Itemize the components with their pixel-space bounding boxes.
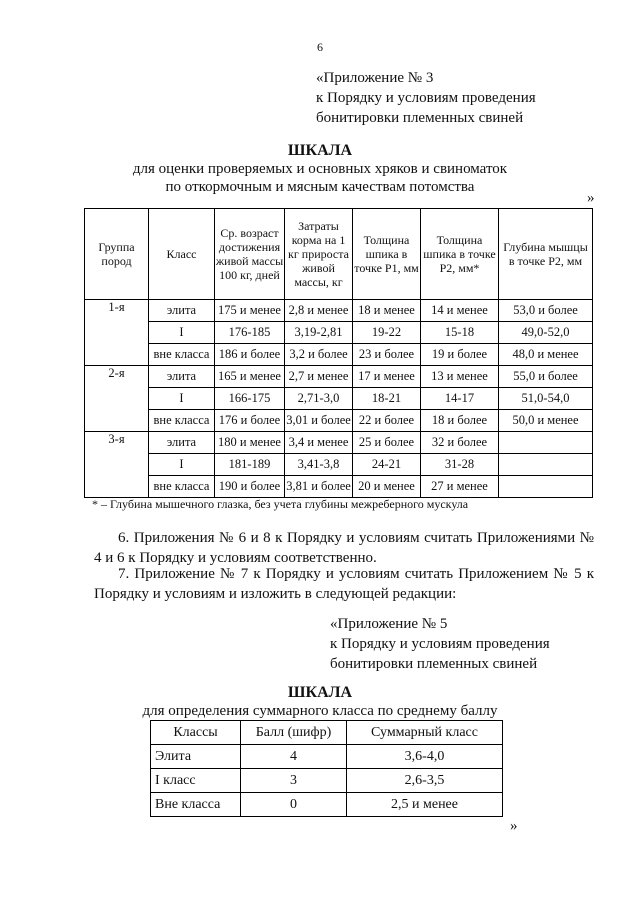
table-cell: 48,0 и менее	[499, 344, 593, 366]
table-cell: вне класса	[149, 344, 215, 366]
header-feed: Затраты корма на 1 кг прироста живой массы, кг	[285, 209, 353, 300]
table-cell: 20 и менее	[353, 476, 421, 498]
table-row	[151, 793, 503, 817]
group-cell-empty	[85, 454, 149, 476]
table-row	[85, 454, 593, 476]
group-cell-empty	[85, 410, 149, 432]
table-cell: 31-28	[421, 454, 499, 476]
table-cell: 2,6-3,5	[347, 769, 503, 793]
table-cell: 24-21	[353, 454, 421, 476]
table-cell: 2,5 и менее	[347, 793, 503, 817]
header-fat-p1: Толщина шпика в точке Р1, мм	[353, 209, 421, 300]
table-cell: 176-185	[215, 322, 285, 344]
table-cell: 22 и более	[353, 410, 421, 432]
table-cell: 25 и более	[353, 432, 421, 454]
header-fat-p2: Толщина шпика в точке Р2, мм*	[421, 209, 499, 300]
table-cell: 27 и менее	[421, 476, 499, 498]
scale2-close-quote: »	[510, 818, 518, 834]
table-cell: вне класса	[149, 410, 215, 432]
paragraph-6: 6. Приложения № 6 и 8 к Порядку и условиям считать Приложениями № 4 и 6 к Порядку и условиям соответственно.	[94, 530, 594, 566]
table-cell: I	[149, 322, 215, 344]
scale1-footnote: * – Глубина мышечного глазка, без учета глубины межреберного мускула	[92, 497, 469, 511]
table-row	[85, 322, 593, 344]
scale1-title: ШКАЛА	[287, 142, 353, 159]
table-cell: 180 и менее	[215, 432, 285, 454]
table-cell: 13 и менее	[421, 366, 499, 388]
table-row	[151, 745, 503, 769]
table-row	[85, 410, 593, 432]
header-breed-group: Группа пород	[85, 209, 149, 300]
scale2-header-row	[151, 721, 503, 745]
table-cell: 176 и более	[215, 410, 285, 432]
table-row	[85, 476, 593, 498]
appendix-5-line2: к Порядку и условиям проведения	[330, 636, 550, 652]
table-cell: 2,71-3,0	[285, 388, 353, 410]
table-cell: Элита	[151, 745, 241, 769]
header-muscle: Глубина мышцы в точке Р2, мм	[499, 209, 593, 300]
table-cell: I	[149, 388, 215, 410]
table-cell: Вне класса	[151, 793, 241, 817]
scale1-subtitle-2: по откормочным и мясным качествам потомства	[165, 179, 475, 195]
header-class: Класс	[149, 209, 215, 300]
table-cell	[499, 476, 593, 498]
scale1-close-quote: »	[587, 190, 595, 206]
appendix-5-header	[330, 614, 550, 674]
table-cell	[499, 432, 593, 454]
table-cell: 18-21	[353, 388, 421, 410]
table-cell: 2,7 и менее	[285, 366, 353, 388]
group-cell-empty	[85, 388, 149, 410]
table-row	[85, 388, 593, 410]
group-cell: 2-я	[85, 366, 149, 388]
table-row	[85, 432, 593, 454]
header-score: Балл (шифр)	[241, 721, 347, 745]
table-cell: 3,01 и более	[285, 410, 353, 432]
appendix-3-line3: бонитировки племенных свиней	[316, 110, 524, 126]
table-row	[85, 344, 593, 366]
appendix-5-line1: «Приложение № 5	[330, 616, 448, 632]
table-cell: 4	[241, 745, 347, 769]
scale1-table	[84, 208, 593, 498]
table-cell: 3,2 и более	[285, 344, 353, 366]
scale1-subtitle-1: для оценки проверяемых и основных хряков и свиноматок	[132, 161, 508, 177]
table-cell: 49,0-52,0	[499, 322, 593, 344]
table-cell: I	[149, 454, 215, 476]
table-row	[85, 300, 593, 322]
table-row	[151, 769, 503, 793]
scale2-title: ШКАЛА	[287, 684, 353, 701]
table-cell: 165 и менее	[215, 366, 285, 388]
group-cell: 1-я	[85, 300, 149, 322]
table-cell: 186 и более	[215, 344, 285, 366]
appendix-5-line3: бонитировки племенных свиней	[330, 656, 538, 672]
table-cell: 15-18	[421, 322, 499, 344]
table-cell: 32 и более	[421, 432, 499, 454]
scale2-table	[150, 720, 503, 817]
table-cell: 19-22	[353, 322, 421, 344]
table-cell: 18 и более	[421, 410, 499, 432]
table-cell: 23 и более	[353, 344, 421, 366]
table-cell: элита	[149, 300, 215, 322]
group-cell-empty	[85, 476, 149, 498]
header-classes: Классы	[151, 721, 241, 745]
page-number: 6	[317, 40, 323, 54]
table-cell: 190 и более	[215, 476, 285, 498]
header-age: Ср. возраст достижения живой массы 100 кг, дней	[215, 209, 285, 300]
table-cell: 3,6-4,0	[347, 745, 503, 769]
scale1-header-row	[85, 209, 593, 300]
table-cell: 175 и менее	[215, 300, 285, 322]
group-cell-empty	[85, 322, 149, 344]
table-cell: элита	[149, 366, 215, 388]
table-cell: 17 и менее	[353, 366, 421, 388]
appendix-3-header	[316, 68, 536, 128]
table-cell: 0	[241, 793, 347, 817]
table-row	[85, 366, 593, 388]
table-cell: 55,0 и более	[499, 366, 593, 388]
table-cell: 14 и менее	[421, 300, 499, 322]
header-total-class: Суммарный класс	[347, 721, 503, 745]
appendix-3-line2: к Порядку и условиям проведения	[316, 90, 536, 106]
table-cell: 166-175	[215, 388, 285, 410]
table-cell: 3	[241, 769, 347, 793]
appendix-3-line1: «Приложение № 3	[316, 70, 434, 86]
table-cell: 14-17	[421, 388, 499, 410]
table-cell: 51,0-54,0	[499, 388, 593, 410]
table-cell: I класс	[151, 769, 241, 793]
table-cell: 181-189	[215, 454, 285, 476]
table-cell: вне класса	[149, 476, 215, 498]
table-cell: 3,41-3,8	[285, 454, 353, 476]
paragraph-7: 7. Приложение № 7 к Порядку и условиям считать Приложением № 5 к Порядку и условиям и изложить в следующей редакции:	[94, 566, 594, 602]
table-cell: 18 и менее	[353, 300, 421, 322]
scale2-subtitle: для определения суммарного класса по среднему баллу	[142, 703, 498, 719]
group-cell: 3-я	[85, 432, 149, 454]
group-cell-empty	[85, 344, 149, 366]
table-cell: 50,0 и менее	[499, 410, 593, 432]
table-cell: 53,0 и более	[499, 300, 593, 322]
table-cell: 2,8 и менее	[285, 300, 353, 322]
table-cell: 3,4 и менее	[285, 432, 353, 454]
table-cell	[499, 454, 593, 476]
table-cell: 19 и более	[421, 344, 499, 366]
table-cell: 3,81 и более	[285, 476, 353, 498]
table-cell: 3,19-2,81	[285, 322, 353, 344]
table-cell: элита	[149, 432, 215, 454]
